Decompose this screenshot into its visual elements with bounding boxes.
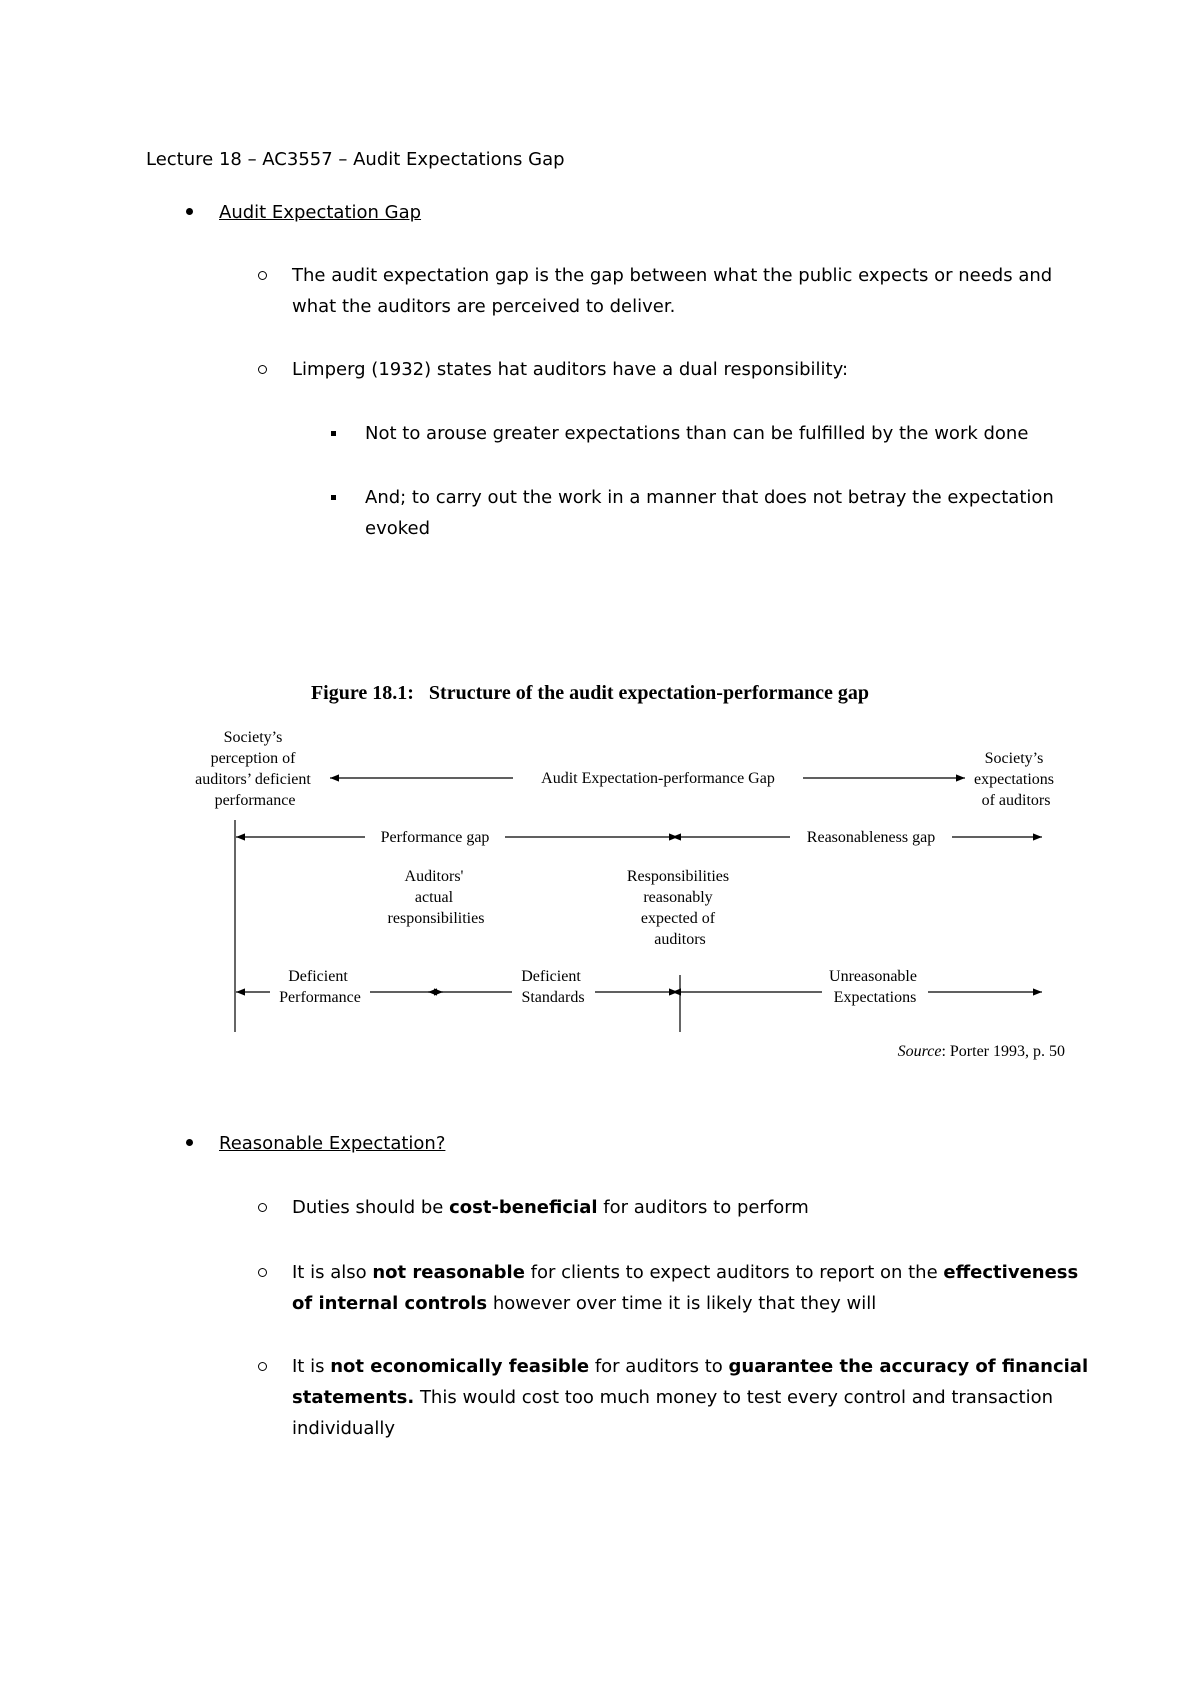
bullet-circle	[258, 1203, 267, 1212]
paragraph-line: what the auditors are perceived to deliver.	[292, 296, 676, 317]
bullet-square	[331, 495, 336, 500]
bullet-circle	[258, 1268, 267, 1277]
figure-expectation-gap-diagram	[0, 670, 1200, 1070]
label-society-perception: Society’s perception of auditors’ deficient performance	[195, 729, 311, 809]
sub-bullet-text: And; to carry out the work in a manner that does not betray the expectation	[365, 487, 1054, 508]
paragraph-line: individually	[292, 1418, 396, 1439]
sub-bullet-text: evoked	[365, 518, 431, 539]
paragraph-line: Limperg (1932) states hat auditors have a dual responsibility:	[292, 359, 849, 380]
label-auditors-actual-responsibilities: Auditors' actual responsibilities	[387, 868, 485, 927]
bullet-dot	[186, 208, 193, 215]
bullet-dot	[186, 1139, 193, 1146]
paragraph-line: statements. This would cost too much money to test every control and transaction	[292, 1387, 1054, 1408]
label-deficient-standards: Deficient Standards	[521, 968, 585, 1006]
figure-title: Figure 18.1: Structure of the audit expectation-performance gap	[310, 682, 870, 704]
bullet-square	[331, 431, 336, 436]
paragraph-line: The audit expectation gap is the gap between what the public expects or needs and	[292, 265, 1053, 286]
label-expectation-performance-gap: Audit Expectation-performance Gap	[541, 770, 775, 787]
section-heading-audit-expectation-gap: Audit Expectation Gap	[219, 202, 422, 223]
label-reasonableness-gap: Reasonableness gap	[806, 829, 936, 846]
page-title: Lecture 18 – AC3557 – Audit Expectations Gap	[146, 149, 565, 170]
paragraph-line: It is not economically feasible for auditors to guarantee the accuracy of financial	[292, 1356, 1089, 1377]
section-heading-reasonable-expectation: Reasonable Expectation?	[219, 1133, 446, 1154]
paragraph-line: of internal controls however over time it is likely that they will	[292, 1293, 877, 1314]
bullet-circle	[258, 365, 267, 374]
label-society-expectations: Society’s expectations of auditors	[974, 750, 1054, 809]
bullet-circle	[258, 1362, 267, 1371]
paragraph-line: It is also not reasonable for clients to expect auditors to report on the effectiveness	[292, 1262, 1079, 1283]
label-responsibilities-reasonably-expected: Responsibilities reasonably expected of auditors	[626, 868, 730, 948]
paragraph-line: Duties should be cost-beneficial for auditors to perform	[292, 1197, 809, 1218]
bullet-circle	[258, 271, 267, 280]
label-performance-gap: Performance gap	[380, 829, 490, 846]
label-unreasonable-expectations: Unreasonable Expectations	[829, 968, 917, 1006]
figure-source: Source: Porter 1993, p. 50	[897, 1043, 1065, 1060]
sub-bullet-text: Not to arouse greater expectations than can be fulfilled by the work done	[365, 423, 1029, 444]
label-deficient-performance: Deficient Performance	[279, 968, 361, 1006]
